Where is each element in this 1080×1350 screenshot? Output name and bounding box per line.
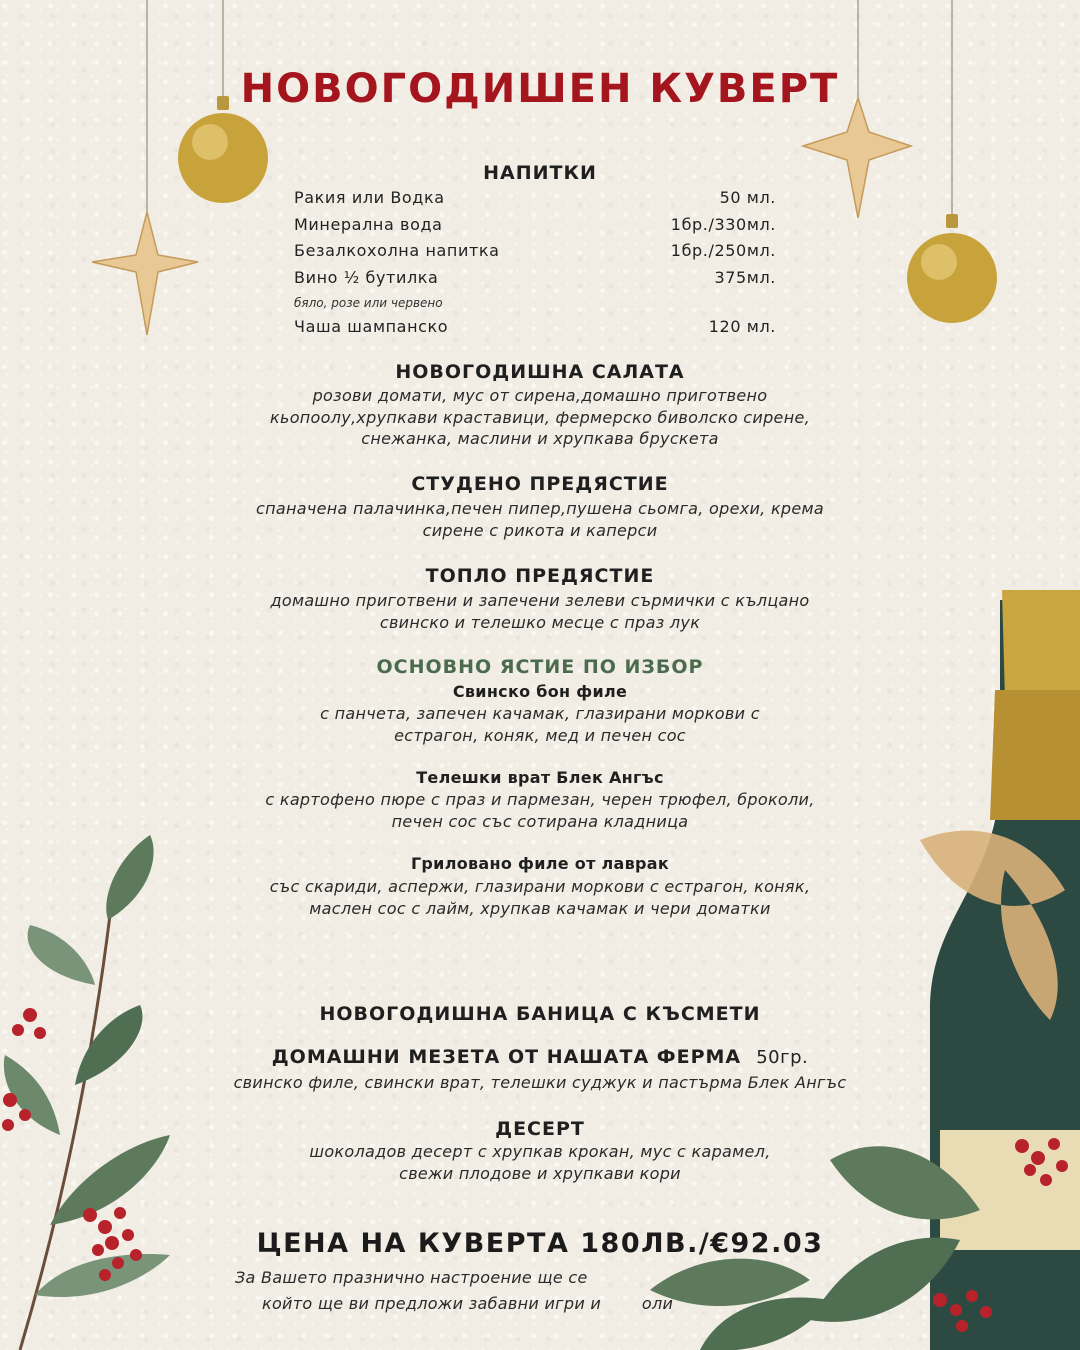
drink-qty: 50 мл. (719, 188, 776, 207)
drink-qty: 120 мл. (708, 317, 776, 336)
description-line: спаначена палачинка,печен пипер,пушена сьомга, орехи, крема (256, 499, 824, 518)
cold-starter-description (0, 498, 1080, 541)
description-line: печен сос със сотирана кладница (391, 811, 689, 831)
main-option-name: Свинско бон филе (452, 682, 628, 701)
foliage-bottom-center (640, 1230, 840, 1350)
drink-name: Вино ½ бутилка (294, 268, 439, 287)
main-option-name: Гриловано филе от лаврак (410, 854, 670, 873)
description-line: домашно приготвени и запечени зелеви сърмички с кълцано (270, 591, 810, 610)
gold-star (803, 98, 911, 218)
mezze-heading: ДОМАШНИ МЕЗЕТА ОТ НАШАТА ФЕРМА (271, 1046, 742, 1068)
main-option-name: Телешки врат Блек Ангъс (416, 768, 664, 787)
drink-row (294, 188, 776, 212)
description-line: със скариди, аспержи, глазирани моркови с естрагон, коняк, (269, 877, 811, 896)
description-line: с панчета, запечен качамак, глазирани моркови с (320, 704, 760, 723)
dessert-description (0, 1141, 1080, 1184)
menu-title: НОВОГОДИШЕН КУВЕРТ (240, 66, 840, 112)
description-line: свинско и телешко месце с праз лук (379, 612, 701, 632)
description-line: кьопоолу,хрупкави краставици, фермерско биволско сирене, (270, 407, 810, 427)
description-line: снежанка, маслини и хрупкава брускета (361, 429, 719, 448)
mezze-heading-row (0, 1046, 1080, 1068)
description-line: шоколадов десерт с хрупкав крокан, мус с карамел, (309, 1142, 771, 1161)
footer-text: който ще ви предложи забавни игри и (262, 1294, 602, 1313)
eucalyptus-leaf (28, 925, 95, 985)
description-line: естрагон, коняк, мед и печен сос (394, 725, 686, 745)
gold-ornament (178, 113, 268, 203)
main-course-heading: ОСНОВНО ЯСТИЕ ПО ИЗБОР (376, 656, 704, 678)
salad-description (0, 385, 1080, 450)
description-line: маслен сос с лайм, хрупкав качамак и чери доматки (309, 898, 771, 918)
description-line: розови домати, мус от сирена,домашно приготвено (312, 386, 768, 405)
drink-row (294, 317, 776, 341)
drink-name: Ракия или Водка (294, 188, 445, 207)
drink-qty: 375мл. (714, 268, 776, 287)
main-option-description (0, 789, 1080, 832)
gold-ornament (907, 233, 997, 323)
description-line: с картофено пюре с праз и пармезан, черен трюфел, броколи, (265, 790, 815, 809)
warm-starter-heading: ТОПЛО ПРЕДЯСТИЕ (425, 565, 655, 587)
drink-name: Безалкохолна напитка (294, 241, 500, 260)
cover-price: ЦЕНА НА КУВЕРТА 180ЛВ./€92.03 (256, 1228, 824, 1259)
drink-name: Минерална вода (294, 215, 443, 234)
drink-row (294, 241, 776, 265)
mezze-description: свинско филе, свински врат, телешки суджук и пастърма Блек Ангъс (233, 1073, 847, 1092)
main-option-description (0, 703, 1080, 746)
mezze-qty: 50гр. (756, 1047, 809, 1068)
footer-text-tail: оли (641, 1294, 674, 1313)
gold-star (92, 212, 198, 335)
drink-qty: 1бр./250мл. (670, 241, 776, 260)
drink-name: Чаша шампанско (294, 317, 449, 336)
drink-row (294, 268, 776, 292)
banitsa-heading: НОВОГОДИШНА БАНИЦА С КЪСМЕТИ (319, 1003, 761, 1025)
drink-qty: 1бр./330мл. (670, 215, 776, 234)
drink-row (294, 215, 776, 239)
warm-starter-description (0, 590, 1080, 633)
main-option-description (0, 876, 1080, 919)
description-line: свежи плодове и хрупкави кори (399, 1163, 681, 1183)
footer-text: За Вашето празнично настроение ще се (235, 1268, 588, 1287)
description-line: сирене с рикота и каперси (422, 520, 658, 540)
dessert-heading: ДЕСЕРТ (495, 1118, 585, 1140)
wine-note: бяло, розе или червено (294, 296, 443, 310)
cold-starter-heading: СТУДЕНО ПРЕДЯСТИЕ (411, 473, 669, 495)
salad-heading: НОВОГОДИШНА САЛАТА (395, 361, 685, 383)
drinks-heading: НАПИТКИ (483, 162, 597, 184)
